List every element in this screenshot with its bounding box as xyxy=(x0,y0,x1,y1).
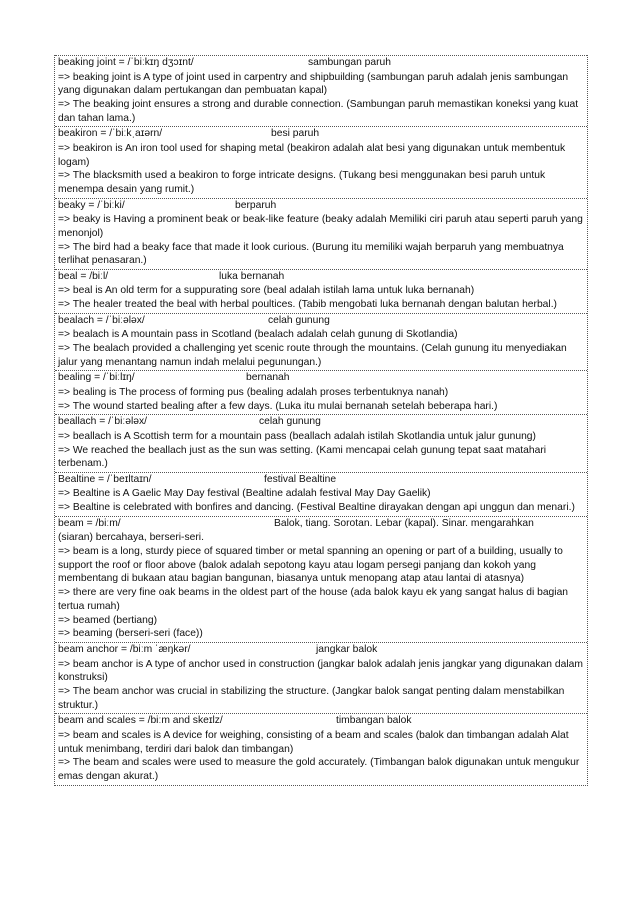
dictionary-entry xyxy=(55,642,587,713)
entry-translation: jangkar balok xyxy=(316,644,378,655)
entry-headword: beakiron = /ˈbiːkˌaɪərn/ xyxy=(58,128,163,140)
entry-definition: => beallach is A Scottish term for a mountain pass (beallach adalah istilah Skotlandia untuk jalur gunung) xyxy=(58,430,536,442)
entry-translation: berparuh xyxy=(235,199,277,211)
entry-heading xyxy=(58,371,585,386)
entry-derived-form: => beamed (bertiang) xyxy=(58,614,158,626)
entry-headword: beaking joint = /ˈbiːkɪŋ dʒɔɪnt/ xyxy=(58,57,194,68)
entry-translation: celah gunung xyxy=(259,416,321,428)
dictionary-entry xyxy=(55,126,587,197)
entry-headword: beam and scales = /biːm and skeɪlz/ xyxy=(58,715,223,727)
dictionary-entry xyxy=(55,713,587,784)
entry-translation: bernanah xyxy=(246,372,290,384)
entry-translation: sambungan paruh xyxy=(308,57,392,68)
entry-example: => The wound started bealing after a few days. (Luka itu mulai bernanah setelah beberapa hari.) xyxy=(58,400,498,412)
entry-definition: => beam is a long, sturdy piece of squared timber or metal spanning an opening or part of a building, usually to support the roof or floor above (balok adalah sepotong kayu atau logam persegi panjang dan kokoh yang membentang di bukaan atau bagian bangunan, biasanya untuk menopang atap atau lantai di atasnya) xyxy=(58,546,563,585)
entry-heading xyxy=(58,517,585,532)
entry-translation: Balok, tiang. Sorotan. Lebar (kapal). Sinar. mengarahkan xyxy=(274,517,534,529)
entry-definition: => beaking joint is A type of joint used in carpentry and shipbuilding (sambungan paruh adalah jenis sambungan yang digunakan dalam pertukangan dan pembuatan kapal) xyxy=(58,71,569,97)
entry-example: => We reached the beallach just as the sun was setting. (Kami mencapai celah gunung tepat saat matahari terbenam.) xyxy=(58,444,547,470)
dictionary-entry xyxy=(55,414,587,472)
entry-example: => Bealtine is celebrated with bonfires and dancing. (Festival Bealtine dirayakan dengan api unggun dan menari.) xyxy=(58,502,575,514)
entry-translation: luka bernanah xyxy=(219,270,285,282)
entry-heading xyxy=(58,56,585,71)
dictionary-entry xyxy=(55,269,587,313)
entry-translation: besi paruh xyxy=(271,128,320,140)
entry-example: => The beaking joint ensures a strong and durable connection. (Sambungan paruh memastikan koneksi yang kuat dan tahan lama.) xyxy=(58,98,579,124)
entry-headword: bealing = /ˈbiːlɪŋ/ xyxy=(58,372,135,384)
entry-headword: beal = /biːl/ xyxy=(58,270,109,282)
entry-heading xyxy=(58,643,585,658)
entry-example: => The beam anchor was crucial in stabilizing the structure. (Jangkar balok sangat penting dalam menstabilkan struktur.) xyxy=(58,685,565,711)
entry-translation-continued: (siaran) bercahaya, berseri-seri. xyxy=(58,532,204,544)
entry-definition: => bealing is The process of forming pus (bealing adalah proses terbentuknya nanah) xyxy=(58,386,449,398)
dictionary-entry xyxy=(55,198,587,269)
entry-example: => The healer treated the beal with herbal poultices. (Tabib mengobati luka bernanah dengan balutan herbal.) xyxy=(58,299,557,311)
entry-headword: Bealtine = /ˈbeɪltaɪn/ xyxy=(58,473,152,485)
entry-headword: beallach = /ˈbiːələx/ xyxy=(58,416,148,428)
entry-example: => there are very fine oak beams in the oldest part of the house (ada balok kayu ek yang sangat halus di bagian tertua rumah) xyxy=(58,587,569,612)
entry-heading xyxy=(58,199,585,214)
entry-translation: timbangan balok xyxy=(336,715,412,727)
entry-translation: festival Bealtine xyxy=(264,473,337,485)
entry-definition: => Bealtine is A Gaelic May Day festival (Bealtine adalah festival May Day Gaelik) xyxy=(58,488,431,500)
dictionary-entry xyxy=(55,516,587,642)
entry-headword: beam = /biːm/ xyxy=(58,517,121,529)
entry-definition: => beaky is Having a prominent beak or beak-like feature (beaky adalah Memiliki ciri paruh atau seperti paruh yang menonjol) xyxy=(58,214,583,239)
entry-heading xyxy=(58,415,585,430)
entry-headword: beaky = /ˈbiːki/ xyxy=(58,199,125,211)
entry-derived-form: => beaming (berseri-seri (face)) xyxy=(58,628,203,640)
entry-heading xyxy=(58,127,585,142)
dictionary-entry xyxy=(55,472,587,516)
entry-example: => The bird had a beaky face that made it look curious. (Burung itu memiliki wajah berparuh yang membuatnya terlihat penasaran.) xyxy=(58,241,564,267)
entry-heading xyxy=(58,270,585,285)
entry-example: => The blacksmith used a beakiron to forge intricate designs. (Tukang besi menggunakan besi paruh untuk menempa desain yang rumit.) xyxy=(58,170,546,195)
entry-heading xyxy=(58,473,585,488)
entry-headword: beam anchor = /biːm ˈæŋkər/ xyxy=(58,644,191,655)
entry-definition: => beam and scales is A device for weighing, consisting of a beam and scales (balok dan timbangan adalah Alat untuk menimbang, terdiri dari balok dan timbangan) xyxy=(58,729,569,755)
entry-heading xyxy=(58,314,585,329)
entry-definition: => beal is An old term for a suppurating sore (beal adalah istilah lama untuk luka bernanah) xyxy=(58,285,475,297)
entry-headword: bealach = /ˈbiːələx/ xyxy=(58,314,145,326)
entry-heading xyxy=(58,714,585,729)
entry-definition: => beakiron is An iron tool used for shaping metal (beakiron adalah alat besi yang digunakan untuk membentuk logam) xyxy=(58,142,566,168)
dictionary-list xyxy=(54,55,588,786)
entry-translation: celah gunung xyxy=(268,314,330,326)
dictionary-entry xyxy=(55,370,587,414)
entry-example: => The beam and scales were used to measure the gold accurately. (Timbangan balok digunakan untuk mengukur emas dengan akurat.) xyxy=(58,757,580,782)
entry-example: => The bealach provided a challenging yet scenic route through the mountains. (Celah gunung itu menyediakan jalur yang menantang namun indah melalui pegunungan.) xyxy=(58,343,567,368)
dictionary-entry xyxy=(55,55,587,126)
entry-definition: => bealach is A mountain pass in Scotland (bealach adalah celah gunung di Skotlandia) xyxy=(58,329,458,341)
dictionary-entry xyxy=(55,313,587,371)
entry-definition: => beam anchor is A type of anchor used in construction (jangkar balok adalah jenis jangkar yang digunakan dalam konstruksi) xyxy=(58,658,583,684)
